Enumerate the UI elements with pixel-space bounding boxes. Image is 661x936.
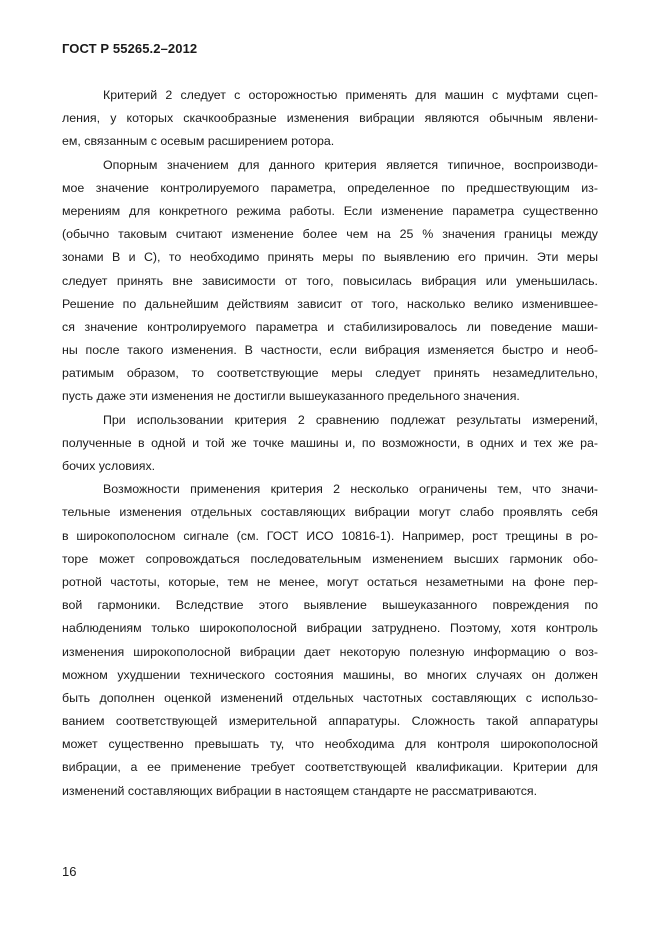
text-line: пусть даже эти изменения не достигли вышеуказанного предельного значения. <box>62 389 520 404</box>
text-line: наблюдениям только широкополосной вибрации затруднено. Поэтому, хотя контроль <box>62 621 598 636</box>
text-line: При использовании критерия 2 сравнению подлежат результаты измерений, <box>103 412 598 427</box>
paragraph-reference-value <box>62 154 598 409</box>
text-line: ны после такого изменения. В частности, если вибрация изменяется быстро и необ- <box>62 343 598 358</box>
text-line: можном ухудшении технического состояния машины, во многих случаях он должен <box>62 667 598 682</box>
body-text <box>62 84 598 803</box>
text-line: ратимым образом, то соответствующие меры следует принять незамедлительно, <box>62 366 598 381</box>
paragraph-criterion-limitations <box>62 478 598 803</box>
text-line: ванием соответствующей измерительной аппаратуры. Сложность такой аппаратуры <box>62 714 598 729</box>
paragraph-criterion-caution <box>62 84 598 154</box>
text-line: следует принять вне зависимости от того, повысилась вибрация или уменьшилась. <box>62 273 598 288</box>
text-line: Решение по дальнейшим действиям зависит от того, насколько велико изменившее- <box>62 296 598 311</box>
text-line: мерениям для конкретного режима работы. Если изменение параметра существенно <box>62 203 598 218</box>
text-line: бочих условиях. <box>62 459 156 473</box>
text-line: в широкополосном сигнале (см. ГОСТ ИСО 10816-1). Например, рост трещины в ро- <box>62 528 598 543</box>
text-line: ротной частоты, которые, тем не менее, могут остаться незаметными на фоне пер- <box>62 574 598 589</box>
text-line: быть дополнен оценкой изменений отдельных частотных составляющих с использо- <box>62 690 598 705</box>
text-line: мое значение контролируемого параметра, определенное по предшествующим из- <box>62 180 598 195</box>
page-number: 16 <box>62 864 77 879</box>
text-line: вой гармоники. Вследствие этого выявление вышеуказанного повреждения по <box>62 598 598 613</box>
text-line: ся значение контролируемого параметра и стабилизировалось ли поведение маши- <box>62 319 598 334</box>
text-line: вибрации, а ее применение требует соответствующей квалификации. Критерии для <box>62 760 598 775</box>
text-line: ления, у которых скачкообразные изменения вибрации являются обычным явлени- <box>62 111 598 126</box>
text-line: полученные в одной и той же точке машины и, по возможности, в одних и тех же ра- <box>62 435 598 450</box>
text-line: изменений составляющих вибрации в настоящем стандарте не рассматриваются. <box>62 783 538 798</box>
text-line: торе может сопровождаться последовательным изменением высших гармоник обо- <box>62 551 598 566</box>
text-line: ем, связанным с осевым расширением ротора. <box>62 134 335 149</box>
text-line: Возможности применения критерия 2 несколько ограничены тем, что значи- <box>103 482 598 497</box>
text-line: зонами В и С), то необходимо принять меры по выявлению его причин. Эти меры <box>62 250 598 265</box>
text-line: может существенно превышать ту, что необходима для контроля широкополосной <box>62 737 598 752</box>
document-header: ГОСТ Р 55265.2–2012 <box>62 41 198 56</box>
text-line: (обычно таковым считают изменение более чем на 25 % значения границы между <box>62 227 598 242</box>
text-line: Опорным значением для данного критерия является типичное, воспроизводи- <box>103 157 598 172</box>
text-line: тельные изменения отдельных составляющих вибрации могут слабо проявлять себя <box>62 505 598 520</box>
text-line: изменения широкополосной вибрации дает некоторую полезную информацию о воз- <box>62 644 598 659</box>
text-line: Критерий 2 следует с осторожностью применять для машин с муфтами сцеп- <box>103 88 598 102</box>
paragraph-measurement-comparison <box>62 409 598 479</box>
